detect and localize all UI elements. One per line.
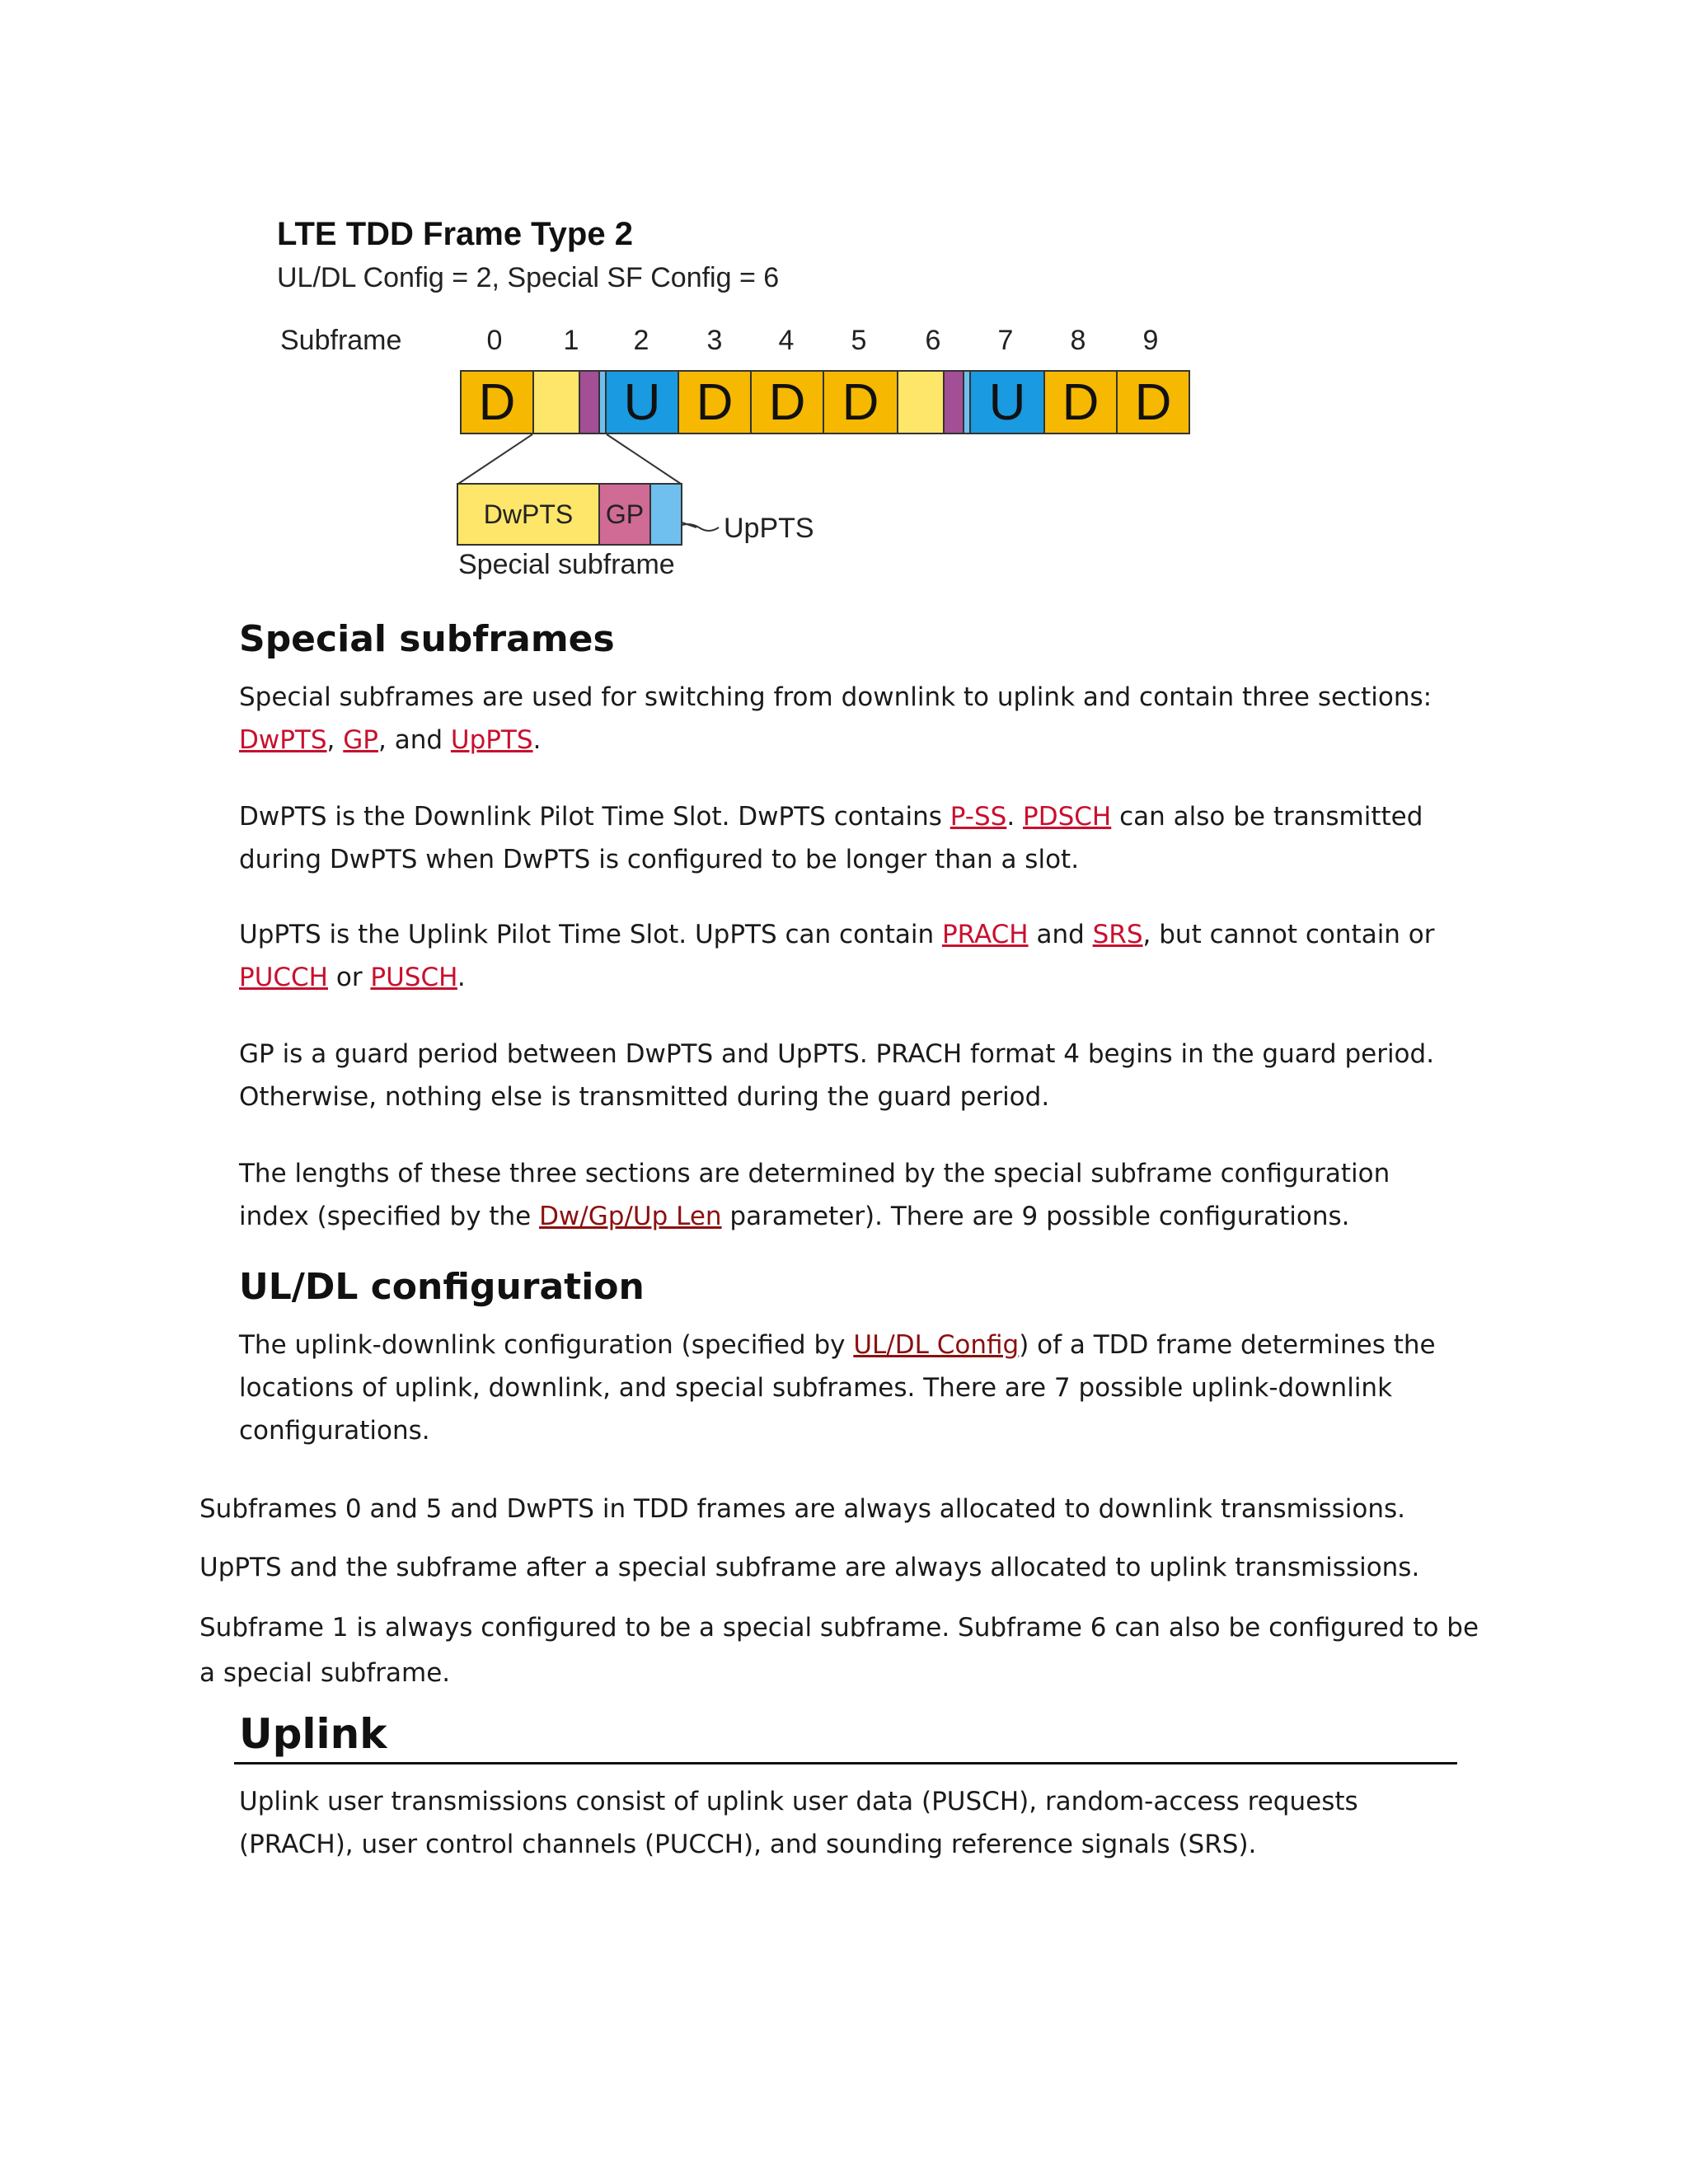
subframe-number: 5 xyxy=(851,325,867,356)
dwpts-box: DwPTS xyxy=(457,483,600,546)
zoom-line-left xyxy=(458,434,532,484)
text: or xyxy=(328,963,371,992)
text: The uplink-downlink configuration (specified by xyxy=(239,1330,854,1360)
text: DwPTS is the Downlink Pilot Time Slot. DwPTS contains xyxy=(239,802,950,832)
link-dw-gp-up-len[interactable]: Dw/Gp/Up Len xyxy=(539,1202,722,1231)
zoom-line-right xyxy=(607,434,681,484)
subframe-number: 1 xyxy=(563,325,579,356)
text: ) of a TDD frame determines the locations of uplink, downlink, and special subframes. There are 7 possible uplink-downlink configurations. xyxy=(239,1330,1436,1446)
uppts-label: UpPTS xyxy=(724,513,814,544)
subframe-cell-uplink: U xyxy=(969,370,1045,434)
text: . xyxy=(532,725,542,755)
text: . xyxy=(1006,802,1024,832)
link-gp[interactable]: GP xyxy=(343,725,378,755)
link-dwpts[interactable]: DwPTS xyxy=(239,725,327,755)
link-p-ss[interactable]: P-SS xyxy=(950,802,1007,832)
subframe-number: 6 xyxy=(925,325,941,356)
figure-subtitle: UL/DL Config = 2, Special SF Config = 6 xyxy=(277,262,780,293)
text: , but cannot contain or xyxy=(1142,920,1435,949)
uldl-heading: UL/DL configuration xyxy=(239,1266,645,1308)
uldl-paragraph-1 xyxy=(239,1324,1451,1452)
subframe-number: 2 xyxy=(633,325,649,356)
subframe-cell-downlink: D xyxy=(823,370,898,434)
link-uppts[interactable]: UpPTS xyxy=(450,725,533,755)
text: can also be transmitted during DwPTS when DwPTS is configured to be longer than a slot. xyxy=(239,802,1423,874)
special-paragraph-1 xyxy=(239,676,1451,762)
link-prach[interactable]: PRACH xyxy=(941,920,1029,949)
text: Special subframes are used for switching from downlink to uplink and contain three sections: xyxy=(239,682,1432,712)
subframe-number: 8 xyxy=(1070,325,1086,356)
uplink-heading: Uplink xyxy=(239,1710,387,1758)
link-pdsch[interactable]: PDSCH xyxy=(1023,802,1112,832)
special-subframe-caption: Special subframe xyxy=(458,549,675,580)
text: UpPTS is the Uplink Pilot Time Slot. UpPTS can contain xyxy=(239,920,942,949)
subframe-number: 4 xyxy=(778,325,795,356)
special-subframes-heading: Special subframes xyxy=(239,618,615,660)
text: , xyxy=(326,725,344,755)
figure-title: LTE TDD Frame Type 2 xyxy=(277,216,633,252)
special-paragraph-3 xyxy=(239,913,1451,999)
text: . xyxy=(457,963,466,992)
subframe-cell-uplink: U xyxy=(605,370,679,434)
text: , and xyxy=(377,725,451,755)
subframe-cell-downlink: D xyxy=(460,370,534,434)
special-paragraph-5 xyxy=(239,1152,1451,1238)
subframe-cell-downlink: D xyxy=(1116,370,1190,434)
text: The lengths of these three sections are determined by the special subframe configuration index (specified by the xyxy=(239,1159,1390,1231)
zoom-lines xyxy=(0,0,1688,593)
uplink-heading-rule xyxy=(234,1762,1457,1765)
uldl-paragraph-4: Subframe 1 is always configured to be a special subframe. Subframe 6 can also be configured to be a special subframe. xyxy=(199,1613,1479,1688)
subframe-cell-downlink: D xyxy=(1043,370,1118,434)
subframe-number: 3 xyxy=(706,325,723,356)
subframe-number: 7 xyxy=(997,325,1014,356)
special-paragraph-4: GP is a guard period between DwPTS and UpPTS. PRACH format 4 begins in the guard period. Otherwise, nothing else is transmitted during the guard period. xyxy=(239,1039,1435,1112)
subframe-axis-label: Subframe xyxy=(280,325,402,356)
link-uldl-config[interactable]: UL/DL Config xyxy=(853,1330,1020,1360)
uldl-paragraph-2: Subframes 0 and 5 and DwPTS in TDD frames are always allocated to downlink transmissions. xyxy=(199,1494,1406,1524)
text: parameter). There are 9 possible configurations. xyxy=(721,1202,1350,1231)
uppts-box xyxy=(649,483,682,546)
subframe-cell-downlink: D xyxy=(750,370,824,434)
special-paragraph-2 xyxy=(239,795,1451,881)
link-pucch[interactable]: PUCCH xyxy=(239,963,328,992)
text: and xyxy=(1028,920,1093,949)
uplink-paragraph-1: Uplink user transmissions consist of uplink user data (PUSCH), random-access requests (PRACH), user control channels (PUCCH), and sounding reference signals (SRS). xyxy=(239,1787,1358,1859)
link-pusch[interactable]: PUSCH xyxy=(370,963,457,992)
gp-box: GP xyxy=(598,483,651,546)
subframe-number: 9 xyxy=(1142,325,1159,356)
link-srs[interactable]: SRS xyxy=(1092,920,1143,949)
subframe-number: 0 xyxy=(486,325,503,356)
subframe-cell-downlink: D xyxy=(678,370,752,434)
uldl-paragraph-3: UpPTS and the subframe after a special subframe are always allocated to uplink transmissions. xyxy=(199,1553,1420,1582)
